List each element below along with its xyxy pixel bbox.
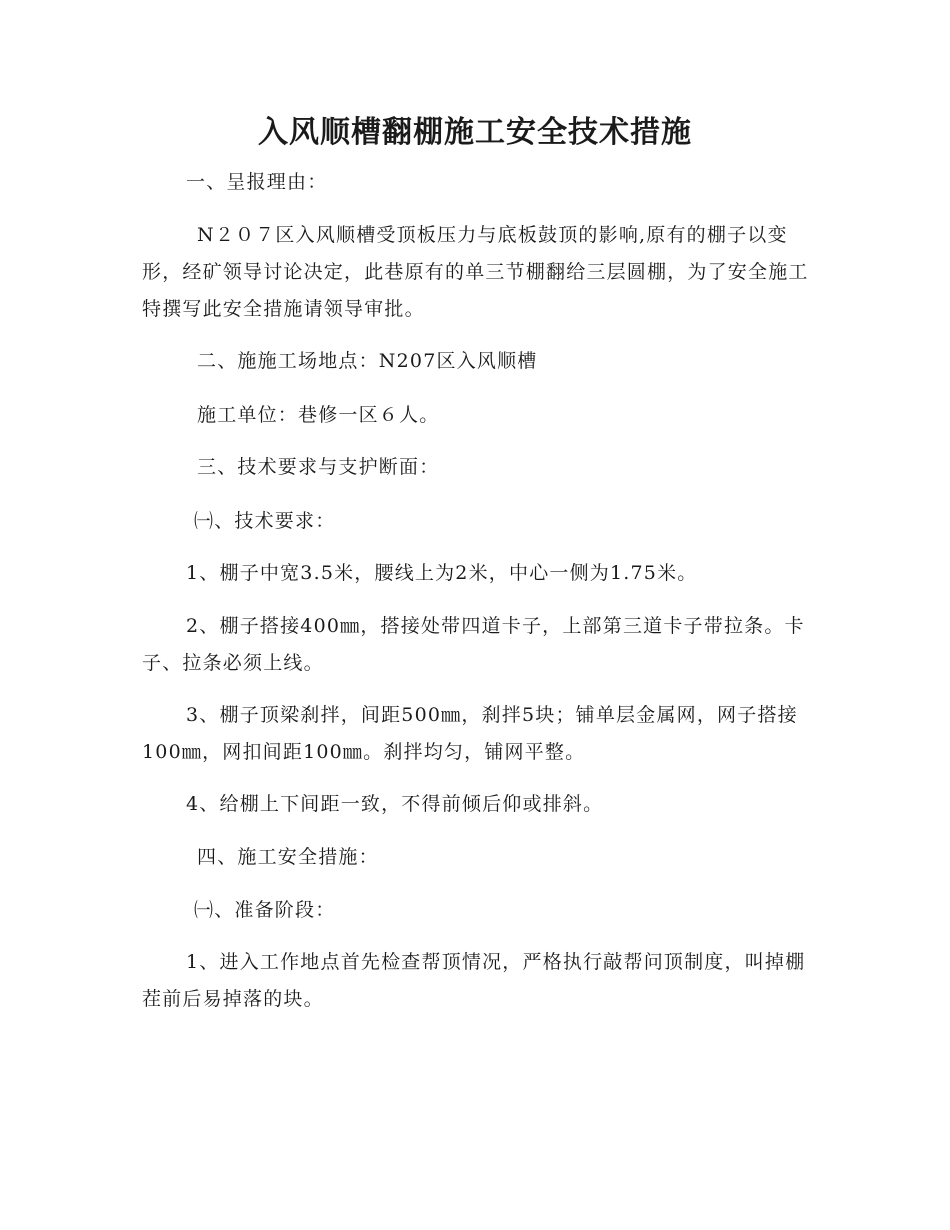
list-item: 4、给棚上下间距一致，不得前倾后仰或排斜。 [186, 793, 604, 815]
subsection-heading-prep: ㈠、准备阶段： [194, 899, 336, 921]
list-item: 1、棚子中宽3.5米，腰线上为2米，中心一侧为1.75米。 [186, 562, 698, 584]
subsection-heading-tech: ㈠、技术要求： [194, 510, 336, 532]
list-item: 2、棚子搭接400㎜，搭接处带四道卡子，上部第三道卡子带拉条。卡子、拉条必须上线。 [142, 615, 805, 674]
section-heading-3: 三、技术要求与支护断面： [197, 456, 440, 478]
paragraph-reason: N２０７区入风顺槽受顶板压力与底板鼓顶的影响,原有的棚子以变形，经矿领导讨论决定，此巷原有的单三节棚翻给三层圆棚，为了安全施工特撰写此安全措施请领导审批。 [142, 224, 809, 320]
section-heading-1: 一、呈报理由： [186, 171, 328, 193]
section-heading-4: 四、施工安全措施： [197, 846, 379, 868]
document-title: 入风顺槽翻棚施工安全技术措施 [258, 115, 692, 150]
list-item: 3、棚子顶梁刹拌，间距500㎜，刹拌5块；铺单层金属网，网子搭接100㎜，网扣间距100㎜。刹拌均匀，铺网平整。 [142, 704, 798, 763]
list-item: 1、进入工作地点首先检查帮顶情况，严格执行敲帮问顶制度，叫掉棚茬前后易掉落的块。 [142, 951, 806, 1010]
paragraph-unit: 施工单位：巷修一区６人。 [197, 404, 440, 426]
section-heading-2: 二、施施工场地点：N207区入风顺槽 [197, 350, 538, 372]
